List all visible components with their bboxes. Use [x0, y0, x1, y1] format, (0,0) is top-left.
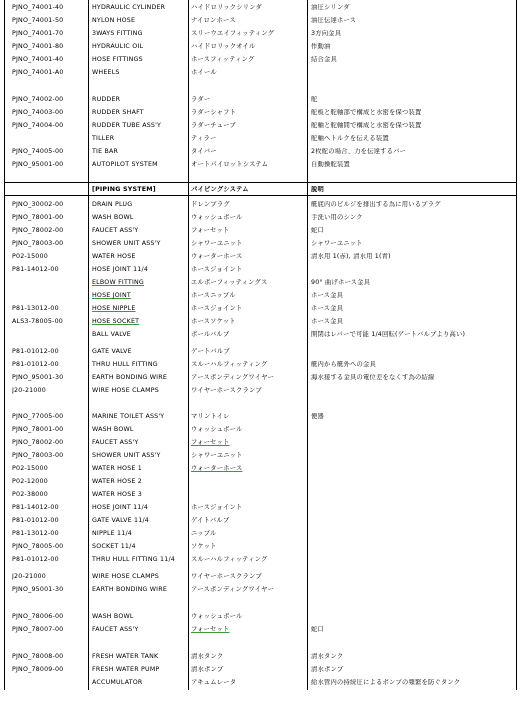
japanese-name: ウォッシュボール — [191, 613, 243, 620]
japanese-name: シャワーユニット — [191, 240, 243, 247]
japanese-name: アキュムレータ — [191, 679, 237, 686]
part-number: PJNO_78003-00 — [12, 452, 64, 459]
english-name: EARTH BONDING WIRE — [92, 586, 167, 593]
english-name: GATE VALVE — [92, 348, 132, 355]
part-number: PJNO_77005-00 — [12, 413, 64, 420]
english-name: FAUCET ASS'Y — [92, 626, 139, 633]
english-name: HOSE NIPPLE — [92, 305, 136, 312]
table-row — [4, 679, 518, 692]
table-row — [4, 135, 518, 148]
english-name: WASH BOWL — [92, 214, 134, 221]
part-number: PJNO_78005-00 — [12, 543, 64, 550]
header-english: [PIPING SYSTEM] — [92, 186, 156, 193]
header-japanese: パイピングシステム — [191, 186, 249, 193]
table-row — [4, 626, 518, 639]
japanese-name: ソケット — [191, 543, 217, 550]
description: 舵板と舵軸部で構成と水密を保つ装置 — [311, 109, 422, 116]
japanese-name: ハイドロリックオイル — [191, 43, 256, 50]
english-name: HOSE FITTINGS — [92, 56, 143, 63]
part-number: PJNO_74005-00 — [12, 148, 64, 155]
table-row — [4, 348, 518, 361]
part-number: P02-15000 — [12, 253, 48, 260]
table-row — [4, 240, 518, 253]
description: ホース金具 — [311, 305, 344, 312]
japanese-name: ホースジョイント — [191, 504, 243, 511]
table-row — [4, 279, 518, 292]
description: 手洗い用のシンク — [311, 214, 363, 221]
part-number: PJNO_74001-40 — [12, 56, 64, 63]
japanese-name: フォーセット — [191, 439, 230, 446]
table-row — [4, 148, 518, 161]
part-number: PJNO_78009-00 — [12, 666, 64, 673]
english-name: THRU HULL FITTING — [92, 361, 158, 368]
english-name: 3WAYS FITTING — [92, 30, 143, 37]
english-name: HYDRAULIC CYLINDER — [92, 4, 166, 11]
english-name: HOSE JOINT 11/4 — [92, 266, 149, 273]
description: シャワーユニット — [311, 240, 363, 247]
description: 2枚舵の場合、力を伝達するバー — [311, 148, 407, 155]
part-number: PJNO_74001-70 — [12, 30, 64, 37]
japanese-name: アースボンディングワイヤー — [191, 374, 275, 381]
english-name: THRU HULL FITTING 11/4 — [92, 556, 175, 563]
part-number: PJNO_78008-00 — [12, 653, 64, 660]
japanese-name: マリントイレ — [191, 413, 230, 420]
table-row — [4, 292, 518, 305]
table-row — [4, 530, 518, 543]
part-number: PJNO_74001-80 — [12, 43, 64, 50]
japanese-name: ワイヤーホースクランプ — [191, 387, 262, 394]
english-name: WASH BOWL — [92, 426, 134, 433]
table-row — [4, 17, 518, 30]
part-number: PJNO_95001-30 — [12, 586, 64, 593]
japanese-name: ナイロンホース — [191, 17, 236, 24]
part-number: PJNO_78002-00 — [12, 439, 64, 446]
japanese-name: ラダー — [191, 96, 211, 103]
part-number: ALS3-78005-00 — [12, 318, 64, 325]
table-row — [4, 491, 518, 504]
english-name: HYDRAULIC OIL — [92, 43, 144, 50]
part-number: P81-01012-00 — [12, 556, 59, 563]
english-name: GATE VALVE 11/4 — [92, 517, 149, 524]
english-name: TILLER — [92, 135, 115, 142]
japanese-name: ウォーターホース — [191, 253, 243, 260]
japanese-name: アースボンディングワイヤー — [191, 586, 275, 593]
english-name: EARTH BONDING WIRE — [92, 374, 167, 381]
description: 蛇口 — [311, 227, 324, 234]
japanese-name: スルーハルフィッティング — [191, 361, 268, 368]
table-row — [4, 30, 518, 43]
part-number: PJNO_78006-00 — [12, 613, 64, 620]
table-row — [4, 56, 518, 69]
english-name: WASH BOWL — [92, 613, 134, 620]
part-number: PJNO_74003-00 — [12, 109, 64, 116]
japanese-name: フォーセット — [191, 227, 230, 234]
part-number: PJNO_78001-00 — [12, 426, 64, 433]
english-name: WIRE HOSE CLAMPS — [92, 573, 159, 580]
japanese-name: タイバー — [191, 148, 217, 155]
table-row — [4, 556, 518, 569]
part-number: P81-14012-00 — [12, 266, 59, 273]
japanese-name: ホースニップル — [191, 292, 236, 299]
part-number: PJNO_74001-50 — [12, 17, 64, 24]
japanese-name: スルーハルフィッティング — [191, 556, 268, 563]
part-number: PJNO_74004-00 — [12, 122, 64, 129]
english-name: RUDDER — [92, 96, 121, 103]
japanese-name: ウォーターホース — [191, 465, 243, 472]
japanese-name: スリーウエイフィッティング — [191, 30, 275, 37]
japanese-name: 清水ポンプ — [191, 666, 224, 673]
table-row — [4, 361, 518, 374]
english-name: TIE BAR — [92, 148, 119, 155]
english-name: NYLON HOSE — [92, 17, 136, 24]
english-name: WIRE HOSE CLAMPS — [92, 387, 159, 394]
table-row — [4, 266, 518, 279]
part-number: P02-38000 — [12, 491, 48, 498]
description: 油圧シリンダ — [311, 4, 350, 11]
japanese-name: ゲイトバルブ — [191, 517, 230, 524]
header-description: 説明 — [311, 186, 324, 193]
english-name: SHOWER UNIT ASS'Y — [92, 452, 161, 459]
description: 艇内から艇外への金具 — [311, 361, 376, 368]
description: ホース金具 — [311, 292, 344, 299]
part-number: PJNO_74002-00 — [12, 96, 64, 103]
english-name: MARINE TOILET ASS'Y — [92, 413, 165, 420]
english-name: FAUCET ASS'Y — [92, 227, 139, 234]
description: 油圧伝達ホース — [311, 17, 357, 24]
japanese-name: オートパイロットシステム — [191, 161, 269, 168]
part-number: PJNO_95001-00 — [12, 161, 64, 168]
description: 結合金具 — [311, 56, 337, 63]
japanese-name: エルボーフィッティングス — [191, 279, 268, 286]
part-number: P02-15000 — [12, 465, 48, 472]
table-row — [4, 517, 518, 530]
table-row — [4, 426, 518, 439]
japanese-name: ホースジョイント — [191, 266, 243, 273]
japanese-name: ワイヤーホースクランプ — [191, 573, 262, 580]
japanese-name: シャワーユニット — [191, 452, 243, 459]
part-number: P81-01012-00 — [12, 361, 59, 368]
part-number: P81-14012-00 — [12, 504, 59, 511]
table-row — [4, 201, 518, 214]
part-number: PJNO_74001-40 — [12, 4, 64, 11]
english-name: ACCUMULATOR — [92, 679, 143, 686]
english-name: WATER HOSE — [92, 253, 136, 260]
japanese-name: ウォッシュボール — [191, 214, 243, 221]
english-name: BALL VALVE — [92, 331, 131, 338]
japanese-name: ニップル — [191, 530, 217, 537]
english-name: RUDDER SHAFT — [92, 109, 144, 116]
english-name: WHEELS — [92, 69, 120, 76]
japanese-name: ウォッシュボール — [191, 426, 243, 433]
english-name: WATER HOSE 3 — [92, 491, 142, 498]
description: 清水用 1(赤), 清水用 1(青) — [311, 253, 391, 260]
japanese-name: ゲートバルブ — [191, 348, 230, 355]
table-row — [4, 504, 518, 517]
japanese-name: ホースソケット — [191, 318, 236, 325]
part-number: PJNO_78007-00 — [12, 626, 64, 633]
japanese-name: 清水タンク — [191, 653, 224, 660]
english-name: FRESH WATER PUMP — [92, 666, 160, 673]
table-row — [4, 387, 518, 400]
part-number: P81-01012-00 — [12, 517, 59, 524]
table-row — [4, 573, 518, 586]
part-number: P81-13012-00 — [12, 530, 59, 537]
english-name: RUDDER TUBE ASS'Y — [92, 122, 162, 129]
japanese-name: ハイドロリックシリンダ — [191, 4, 262, 11]
section-rule — [4, 182, 517, 183]
english-name: DRAIN PLUG — [92, 201, 133, 208]
part-number: P81-13012-00 — [12, 305, 59, 312]
part-number: PJNO_74001-A0 — [12, 69, 64, 76]
part-number: PJNO_78001-00 — [12, 214, 64, 221]
description: 舵軸へトルクを伝える装置 — [311, 135, 389, 142]
description: 清水ポンプ — [311, 666, 344, 673]
japanese-name: ボールバルブ — [191, 331, 230, 338]
japanese-name: ドレンプラグ — [191, 201, 230, 208]
table-row — [4, 331, 518, 344]
part-number: PJNO_30002-00 — [12, 201, 64, 208]
part-number: J20-21000 — [12, 573, 46, 580]
japanese-name: ホースジョイント — [191, 305, 243, 312]
part-number: PJNO_78003-00 — [12, 240, 64, 247]
table-row — [4, 478, 518, 491]
description: ホース金具 — [311, 318, 344, 325]
table-row — [4, 109, 518, 122]
japanese-name: フォーセット — [191, 626, 230, 633]
description: 蛇口 — [311, 626, 324, 633]
part-number: J20-21000 — [12, 387, 46, 394]
description: 舵 — [311, 96, 318, 103]
description: 舵軸と舵軸間で構成と水密を保つ装置 — [311, 122, 422, 129]
description: 開閉はレバーで可能 1/4回転(ゲートバルブより高い) — [311, 331, 466, 338]
japanese-name: ラダーチューブ — [191, 122, 236, 129]
table-row — [4, 4, 518, 17]
table-row — [4, 96, 518, 109]
table-row — [4, 653, 518, 666]
table-row — [4, 161, 518, 174]
table-row — [4, 613, 518, 626]
table-row — [4, 374, 518, 387]
table-row — [4, 305, 518, 318]
english-name: AUTOPILOT SYSTEM — [92, 161, 158, 168]
parts-table — [4, 0, 518, 690]
japanese-name: ティラー — [191, 135, 217, 142]
english-name: HOSE SOCKET — [92, 318, 140, 325]
table-row — [4, 214, 518, 227]
description: 便器 — [311, 413, 324, 420]
english-name: FAUCET ASS'Y — [92, 439, 139, 446]
english-name: NIPPLE 11/4 — [92, 530, 132, 537]
description: 給水管内の持続圧によるポンプの頻繁を防ぐタンク — [311, 679, 461, 686]
english-name: SHOWER UNIT ASS'Y — [92, 240, 161, 247]
part-number: PJNO_95001-30 — [12, 374, 64, 381]
japanese-name: ラダーシャフト — [191, 109, 237, 116]
table-row — [4, 439, 518, 452]
part-number: P81-01012-00 — [12, 348, 59, 355]
description: 海水接する金具の電位差をなくす為の結線 — [311, 374, 435, 381]
table-header — [4, 186, 518, 199]
part-number: P02-12000 — [12, 478, 48, 485]
description: 艇底内のビルジを排出する為に用いるプラグ — [311, 201, 441, 208]
table-row — [4, 666, 518, 679]
description: 作動油 — [311, 43, 331, 50]
table-row — [4, 122, 518, 135]
description: 90° 曲げホース金具 — [311, 279, 371, 286]
english-name: HOSE JOINT — [92, 292, 131, 299]
table-row — [4, 543, 518, 556]
table-row — [4, 69, 518, 82]
table-row — [4, 465, 518, 478]
english-name: FRESH WATER TANK — [92, 653, 159, 660]
table-row — [4, 452, 518, 465]
english-name: SOCKET 11/4 — [92, 543, 136, 550]
table-row — [4, 227, 518, 240]
table-row — [4, 43, 518, 56]
description: 自動操舵装置 — [311, 161, 350, 168]
english-name: HOSE JOINT 11/4 — [92, 504, 149, 511]
table-row — [4, 413, 518, 426]
english-name: WATER HOSE 2 — [92, 478, 142, 485]
part-number: PJNO_78002-00 — [12, 227, 64, 234]
description: 清水タンク — [311, 653, 344, 660]
table-row — [4, 318, 518, 331]
japanese-name: ホイール — [191, 69, 217, 76]
english-name: WATER HOSE 1 — [92, 465, 142, 472]
table-row — [4, 253, 518, 266]
description: 3方向金具 — [311, 30, 342, 37]
table-row — [4, 586, 518, 599]
japanese-name: ホースフィッティング — [191, 56, 255, 63]
english-name: ELBOW FITTING — [92, 279, 144, 286]
